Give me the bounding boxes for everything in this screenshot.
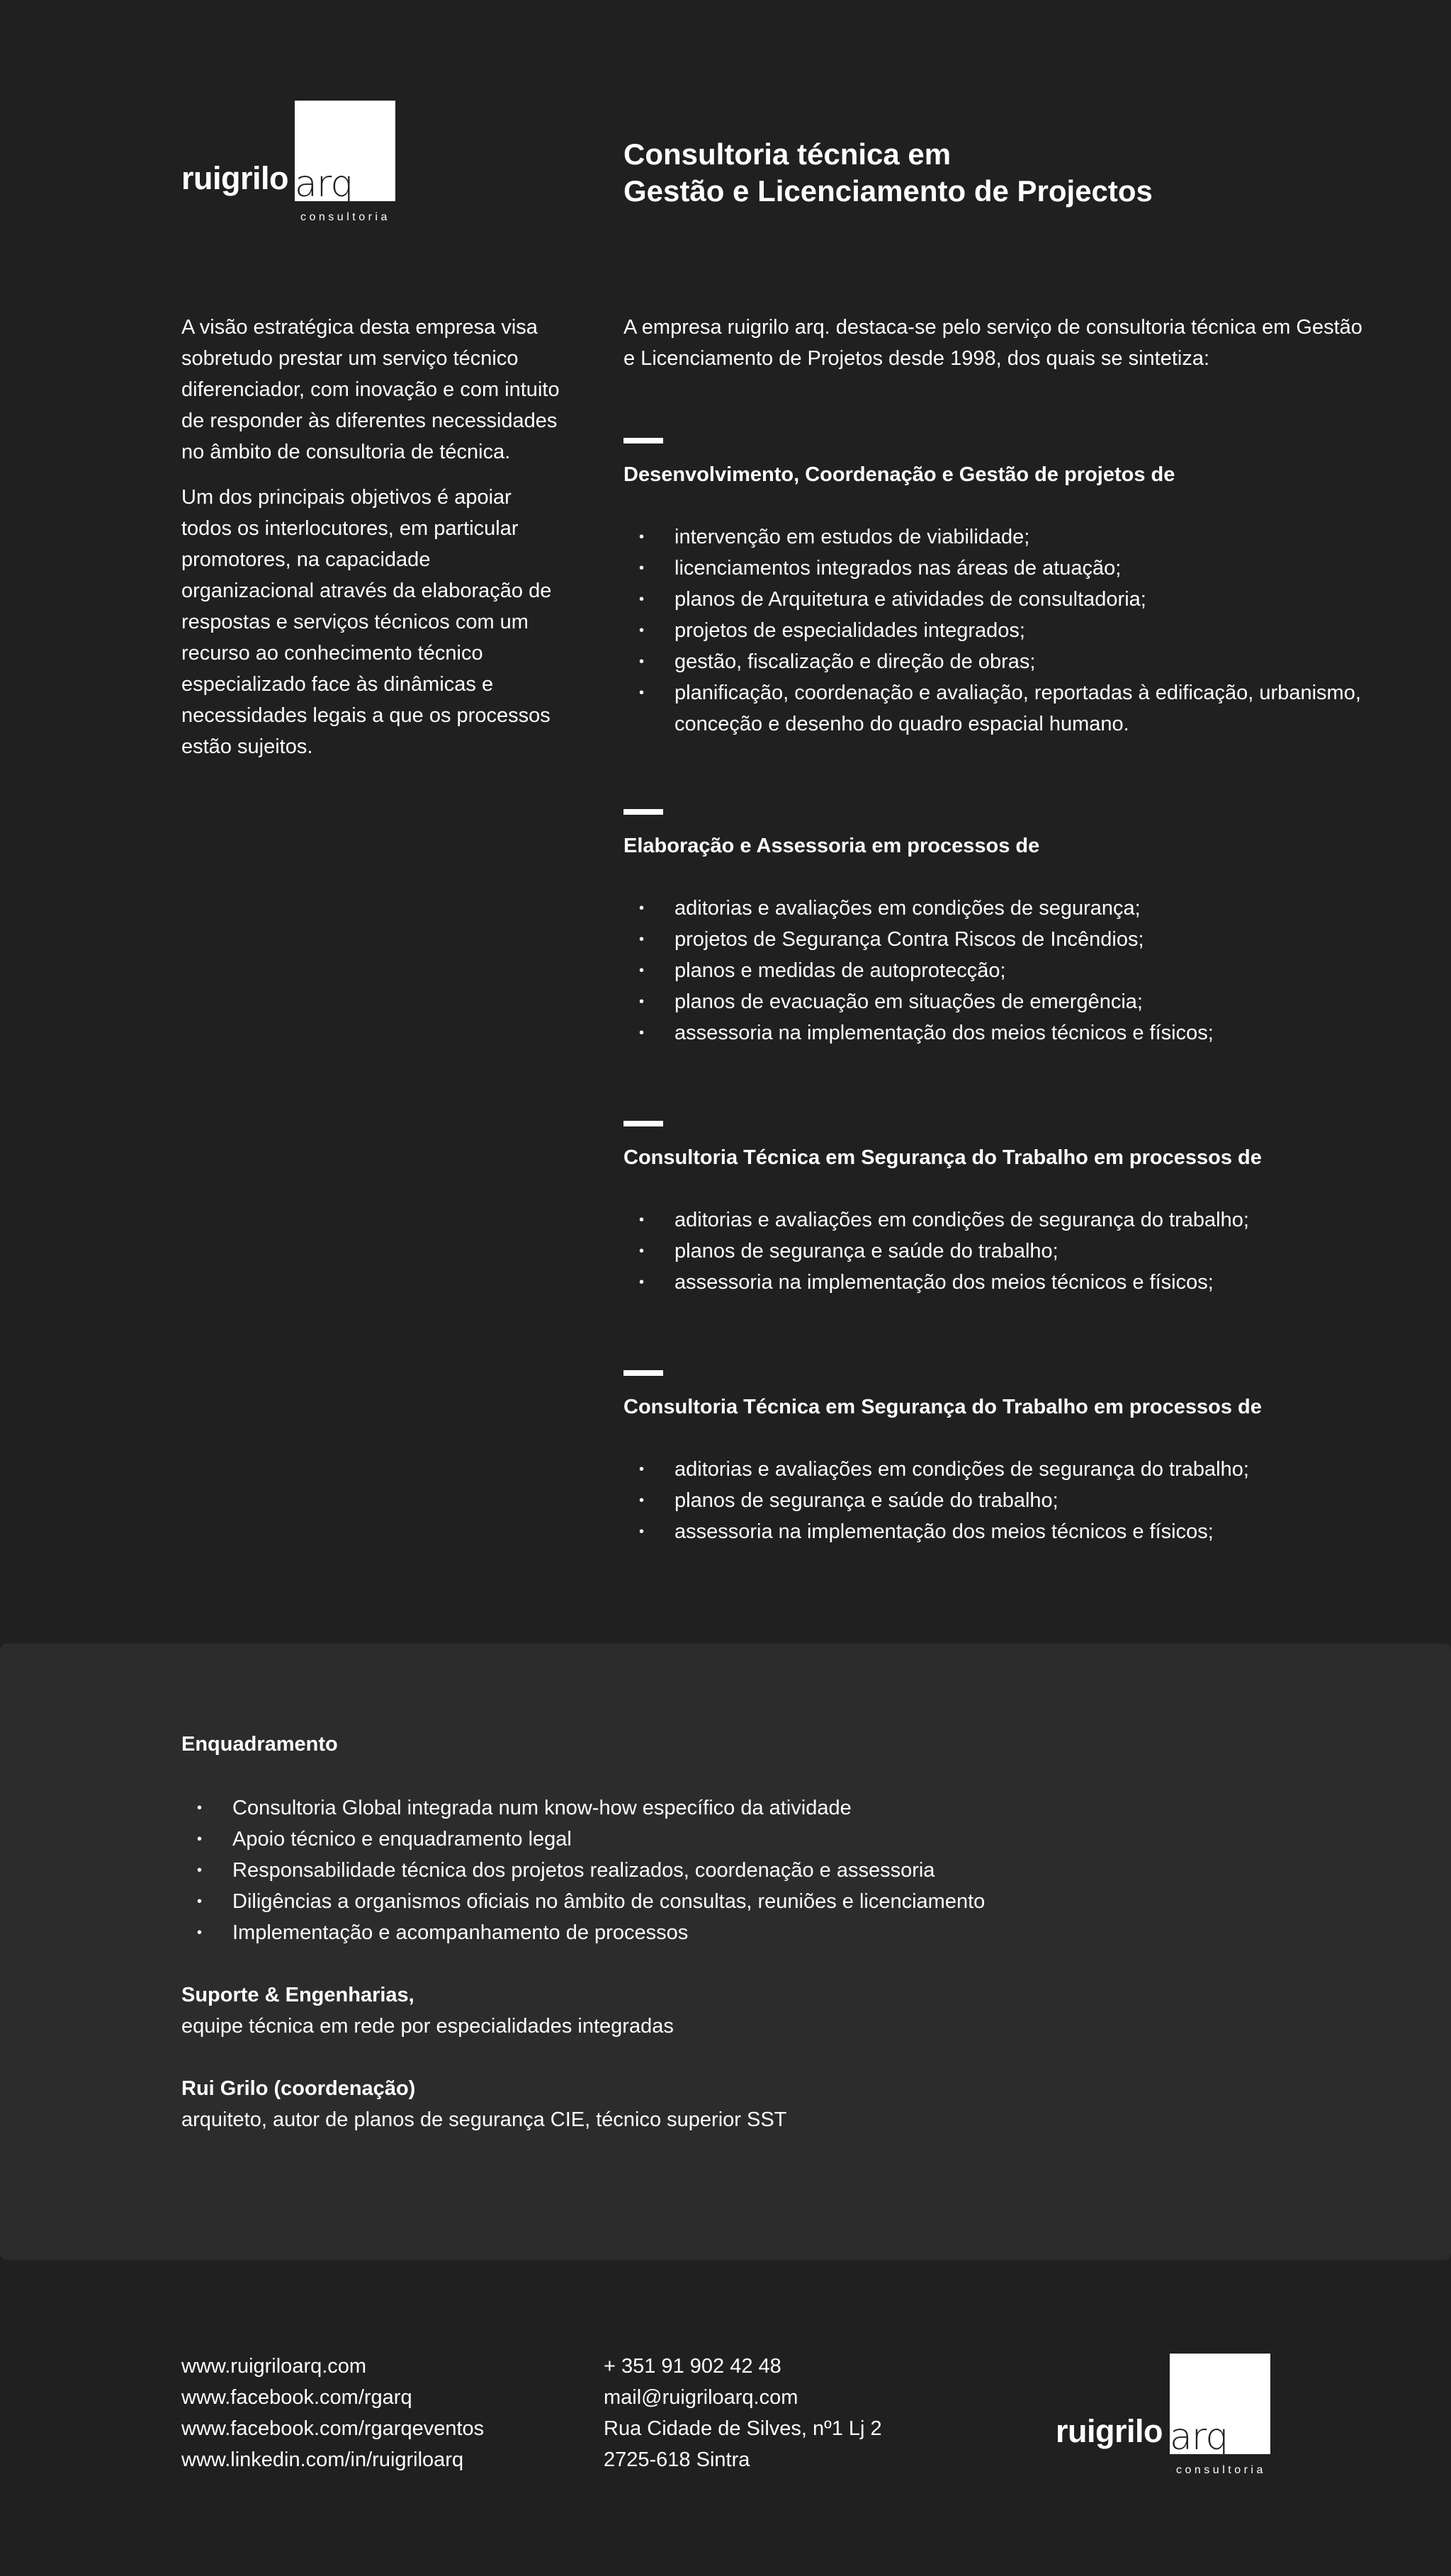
lead-paragraph: A empresa ruigrilo arq. destaca-se pelo serviço de consultoria técnica em Gestão e Licenciamento de Projetos desde 1998, dos quais se sintetiza: (623, 316, 1362, 370)
service-section-4 (623, 1370, 1374, 1547)
footer-links (181, 2351, 484, 2475)
support-block (181, 1979, 1244, 2042)
bullet-icon: • (639, 1462, 645, 1477)
list-item: • assessoria na implementação dos meios técnicos e físicos; (623, 1017, 1374, 1049)
section-heading: Elaboração e Assessoria em processos de (623, 835, 1040, 857)
service-section-1 (623, 438, 1374, 740)
list-item: • planos de Arquitetura e atividades de consultadoria; (623, 584, 1374, 615)
service-section-3 (623, 1121, 1374, 1298)
bullet-icon: • (639, 932, 645, 947)
bullet-icon: • (197, 1894, 203, 1909)
bullet-icon: • (197, 1925, 203, 1941)
header-logo (181, 101, 401, 228)
framework-panel-content (181, 1729, 1244, 2135)
section-list (623, 1454, 1374, 1547)
footer-phone[interactable]: + 351 91 902 42 48 (604, 2355, 781, 2378)
footer-link-facebook-events[interactable]: www.facebook.com/rgarqeventos (181, 2417, 485, 2440)
logo-box (1170, 2354, 1270, 2458)
panel-heading: Enquadramento (181, 1733, 338, 1756)
coordinator-text: arquiteto, autor de planos de segurança CIE, técnico superior SST (181, 2108, 787, 2131)
bullet-icon: • (639, 560, 645, 576)
bullet-icon: • (639, 592, 645, 607)
footer-address-street: Rua Cidade de Silves, nº1 Lj 2 (604, 2417, 882, 2440)
bullet-icon: • (639, 685, 645, 701)
bullet-icon: • (639, 1493, 645, 1508)
page-title-line-2: Gestão e Licenciamento de Projectos (623, 174, 1153, 208)
section-list (623, 893, 1374, 1049)
intro-paragraph: Um dos principais objetivos é apoiar todos os interlocutores, em particular promotores, na capacidade organizacional através da elaboração de respostas e serviços técnicos com um recurso ao conhecimento técnico especializado face às dinâmicas e necessidades legais a que os processos estão sujeitos. (181, 486, 552, 758)
bullet-icon: • (639, 963, 645, 978)
page-title (623, 136, 1153, 210)
list-item: • planos de segurança e saúde do trabalho; (623, 1485, 1374, 1516)
list-item: • Responsabilidade técnica dos projetos realizados, coordenação e assessoria (181, 1855, 1244, 1886)
footer-address-city: 2725-618 Sintra (604, 2448, 750, 2471)
list-item: • licenciamentos integrados nas áreas de atuação; (623, 553, 1374, 584)
lead-text-block (623, 312, 1367, 374)
footer-link-website[interactable]: www.ruigriloarq.com (181, 2355, 367, 2378)
logo-tagline: consultoria (300, 211, 390, 223)
footer-link-facebook[interactable]: www.facebook.com/rgarq (181, 2386, 412, 2409)
section-heading: Desenvolvimento, Coordenação e Gestão de projetos de (623, 463, 1175, 486)
list-item: • assessoria na implementação dos meios técnicos e físicos; (623, 1516, 1374, 1547)
list-item: • aditorias e avaliações em condições de segurança; (623, 893, 1374, 924)
bullet-icon: • (639, 529, 645, 545)
bullet-icon: • (639, 900, 645, 916)
logo-tagline: consultoria (1176, 2464, 1266, 2476)
list-item: • gestão, fiscalização e direção de obras; (623, 646, 1374, 677)
list-item: • projetos de Segurança Contra Riscos de Incêndios; (623, 924, 1374, 955)
list-item: • aditorias e avaliações em condições de segurança do trabalho; (623, 1204, 1374, 1236)
logo-mark: arq (295, 163, 354, 205)
list-item: • planos e medidas de autoprotecção; (623, 955, 1374, 986)
bullet-icon: • (639, 654, 645, 670)
bullet-icon: • (639, 1025, 645, 1041)
section-list (623, 521, 1374, 740)
bullet-icon: • (639, 623, 645, 638)
bullet-icon: • (639, 1524, 645, 1540)
section-divider (623, 438, 663, 444)
section-heading: Consultoria Técnica em Segurança do Trabalho em processos de (623, 1396, 1262, 1418)
logo-brand: ruigrilo (1056, 2413, 1163, 2449)
bullet-icon: • (197, 1831, 203, 1847)
framework-panel (0, 1644, 1451, 2260)
list-item: • Diligências a organismos oficiais no âmbito de consultas, reuniões e licenciamento (181, 1886, 1244, 1917)
footer-contact (604, 2351, 882, 2475)
bullet-icon: • (639, 994, 645, 1010)
section-divider (623, 809, 663, 815)
section-heading: Consultoria Técnica em Segurança do Trabalho em processos de (623, 1146, 1262, 1169)
list-item: • intervenção em estudos de viabilidade; (623, 521, 1374, 553)
section-divider (623, 1370, 663, 1376)
footer-link-linkedin[interactable]: www.linkedin.com/in/ruigriloarq (181, 2448, 464, 2471)
bullet-icon: • (197, 1863, 203, 1878)
coordinator-title: Rui Grilo (coordenação) (181, 2077, 416, 2100)
list-item: • projetos de especialidades integrados; (623, 615, 1374, 646)
list-item: • assessoria na implementação dos meios técnicos e físicos; (623, 1267, 1374, 1298)
bullet-icon: • (639, 1275, 645, 1290)
bullet-icon: • (197, 1800, 203, 1816)
logo-box (295, 101, 395, 205)
list-item: • Consultoria Global integrada num know-how específico da atividade (181, 1792, 1244, 1824)
list-item: • planos de evacuação em situações de emergência; (623, 986, 1374, 1017)
intro-column (181, 312, 564, 776)
service-section-2 (623, 809, 1374, 1049)
list-item: • Implementação e acompanhamento de processos (181, 1917, 1244, 1948)
list-item: • planos de segurança e saúde do trabalho; (623, 1236, 1374, 1267)
list-item: • aditorias e avaliações em condições de segurança do trabalho; (623, 1454, 1374, 1485)
section-divider (623, 1121, 663, 1126)
section-list (623, 1204, 1374, 1298)
footer-logo (1056, 2354, 1275, 2481)
list-item: • Apoio técnico e enquadramento legal (181, 1824, 1244, 1855)
intro-paragraph: A visão estratégica desta empresa visa sobretudo prestar um serviço técnico diferenciador, com inovação e com intuito de responder às diferentes necessidades no âmbito de consultoria de técnica. (181, 316, 560, 463)
page-title-line-1: Consultoria técnica em (623, 137, 952, 171)
bullet-icon: • (639, 1243, 645, 1259)
panel-list (181, 1792, 1244, 1948)
footer-email[interactable]: mail@ruigriloarq.com (604, 2386, 798, 2409)
logo-brand: ruigrilo (181, 160, 288, 196)
logo-mark: arq (1170, 2416, 1229, 2458)
bullet-icon: • (639, 1212, 645, 1228)
support-title: Suporte & Engenharias, (181, 1984, 414, 2006)
list-item: • planificação, coordenação e avaliação, reportadas à edificação, urbanismo, conceção e desenho do quadro espacial humano. (623, 677, 1374, 740)
support-text: equipe técnica em rede por especialidades integradas (181, 2015, 674, 2038)
coordinator-block (181, 2073, 1244, 2135)
